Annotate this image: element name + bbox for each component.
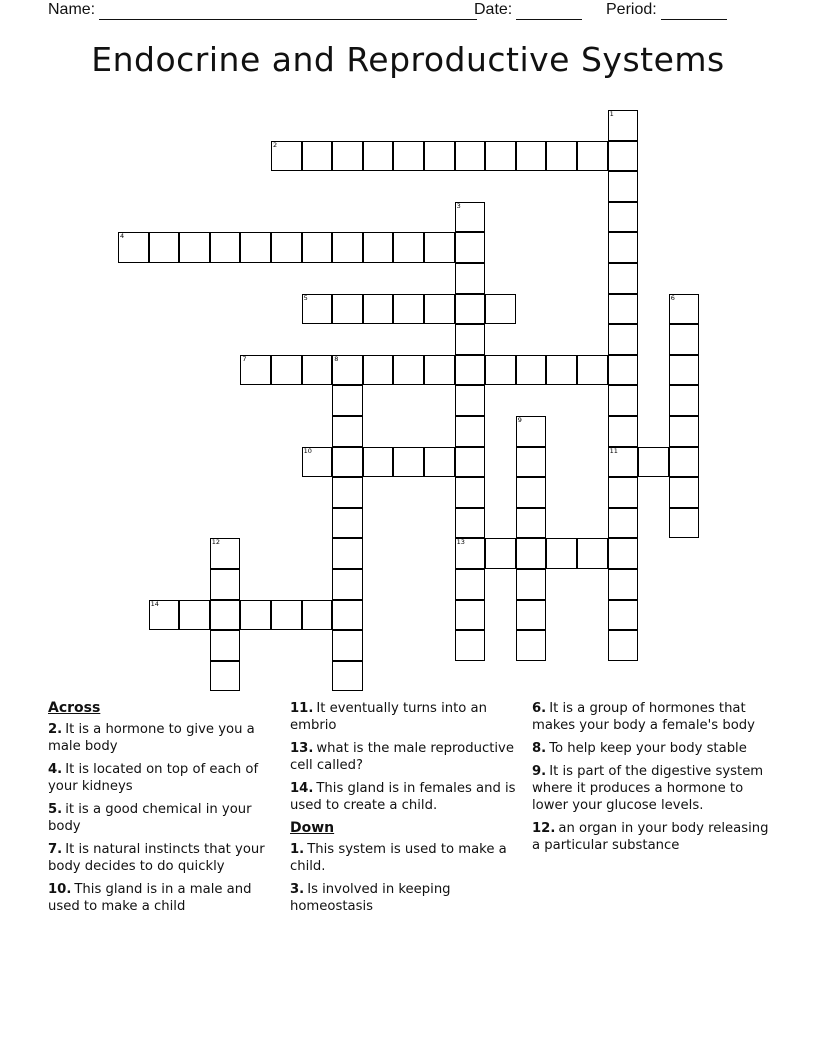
crossword-cell[interactable] [455, 416, 486, 447]
crossword-cell[interactable] [608, 324, 639, 355]
clue-item-number: 3. [290, 882, 305, 897]
clue-number: 12 [211, 538, 221, 547]
clue-item-text: It is located on top of each of your kidneys [48, 762, 259, 794]
clue-item-text: It is natural instincts that your body decides to do quickly [48, 842, 265, 874]
clue-number: 14 [150, 599, 159, 608]
crossword-cell[interactable] [302, 600, 333, 631]
crossword-cell[interactable] [363, 294, 394, 325]
crossword-cell[interactable] [608, 171, 639, 202]
crossword-cell[interactable] [240, 355, 271, 386]
crossword-cell[interactable] [669, 385, 700, 416]
crossword-cell[interactable] [669, 355, 700, 386]
crossword-cell[interactable] [424, 294, 455, 325]
crossword-cell[interactable] [485, 141, 516, 172]
crossword-cell[interactable] [455, 141, 486, 172]
crossword-cell[interactable] [210, 538, 241, 569]
clue-item [48, 761, 274, 795]
clue-item [290, 700, 516, 734]
crossword-cell[interactable] [363, 355, 394, 386]
crossword-cell[interactable] [669, 294, 700, 325]
crossword-cell[interactable] [332, 508, 363, 539]
clue-number: 11 [609, 446, 618, 455]
crossword-cell[interactable] [608, 202, 639, 233]
clue-item [290, 740, 516, 774]
clues-column-2 [290, 700, 516, 921]
name-label: Name: [48, 1, 96, 18]
crossword-cell[interactable] [669, 508, 700, 539]
crossword-cell[interactable] [302, 141, 333, 172]
crossword-cell[interactable] [271, 232, 302, 263]
crossword-cell[interactable] [455, 385, 486, 416]
clue-number: 5 [303, 293, 308, 302]
clue-item-text: This system is used to make a child. [290, 842, 507, 874]
clue-item-text: Is involved in keeping homeostasis [290, 882, 451, 914]
clue-item [290, 881, 516, 915]
across-clue-list-continued [290, 700, 516, 814]
across-heading: Across [48, 700, 101, 716]
crossword-cell[interactable] [455, 600, 486, 631]
down-clue-list-continued [532, 700, 772, 854]
crossword-cell[interactable] [455, 569, 486, 600]
crossword-cell[interactable] [608, 508, 639, 539]
crossword-cell[interactable] [485, 355, 516, 386]
crossword-cell[interactable] [271, 600, 302, 631]
clue-item-number: 11. [290, 701, 314, 716]
clue-item [532, 700, 772, 734]
crossword-cell[interactable] [669, 416, 700, 447]
clue-number: 6 [670, 293, 675, 302]
clue-item-number: 12. [532, 821, 556, 836]
crossword-cell[interactable] [118, 232, 149, 263]
crossword-cell[interactable] [516, 141, 547, 172]
clue-number: 10 [303, 446, 312, 455]
crossword-cell[interactable] [546, 538, 577, 569]
crossword-cell[interactable] [485, 538, 516, 569]
clue-number: 3 [456, 201, 461, 210]
clue-item-text: what is the male reproductive cell called? [290, 741, 514, 773]
crossword-cell[interactable] [608, 263, 639, 294]
clue-item-text: It is a group of hormones that makes your body a female's body [532, 701, 755, 733]
clue-item-number: 6. [532, 701, 547, 716]
crossword-cell[interactable] [577, 141, 608, 172]
clue-item-number: 13. [290, 741, 314, 756]
clue-number: 8 [334, 354, 339, 363]
crossword-cell[interactable] [149, 232, 180, 263]
crossword-cell[interactable] [332, 141, 363, 172]
crossword-cell[interactable] [363, 447, 394, 478]
clue-item-text: It is part of the digestive system where it produces a hormone to lower your glucose levels. [532, 764, 764, 813]
crossword-cell[interactable] [608, 355, 639, 386]
clue-item [48, 801, 274, 835]
crossword-cell[interactable] [332, 630, 363, 661]
crossword-cell[interactable] [393, 232, 424, 263]
crossword-cell[interactable] [455, 508, 486, 539]
crossword-cell[interactable] [516, 477, 547, 508]
crossword-cell[interactable] [516, 538, 547, 569]
clue-number: 4 [120, 232, 125, 241]
crossword-cell[interactable] [332, 600, 363, 631]
clue-item [532, 820, 772, 854]
crossword-cell[interactable] [332, 294, 363, 325]
clue-number: 7 [242, 354, 247, 363]
crossword-cell[interactable] [455, 477, 486, 508]
clue-item-text: It is a hormone to give you a male body [48, 722, 255, 754]
crossword-cell[interactable] [363, 232, 394, 263]
crossword-cell[interactable] [546, 141, 577, 172]
crossword-cell[interactable] [608, 569, 639, 600]
clue-item [532, 740, 772, 757]
clue-item-number: 8. [532, 741, 547, 756]
crossword-cell[interactable] [669, 477, 700, 508]
clue-item [48, 881, 274, 915]
crossword-cell[interactable] [608, 416, 639, 447]
clue-item-text: it is a good chemical in your body [48, 802, 252, 834]
crossword-cell[interactable] [669, 324, 700, 355]
crossword-cell[interactable] [424, 355, 455, 386]
clue-item-text: It eventually turns into an embrio [290, 701, 487, 733]
crossword-cell[interactable] [210, 630, 241, 661]
crossword-cell[interactable] [302, 294, 333, 325]
down-clue-list [290, 841, 516, 915]
crossword-cell[interactable] [638, 447, 669, 478]
crossword-cell[interactable] [210, 661, 241, 692]
across-clue-list [48, 721, 274, 915]
clue-item-number: 5. [48, 802, 63, 817]
clue-item-number: 7. [48, 842, 63, 857]
clue-item-text: an organ in your body releasing a particular substance [532, 821, 769, 853]
crossword-cell[interactable] [516, 600, 547, 631]
crossword-cell[interactable] [393, 141, 424, 172]
clue-number: 9 [517, 416, 522, 424]
crossword-cell[interactable] [240, 232, 271, 263]
crossword-cell[interactable] [608, 447, 639, 478]
crossword-cell[interactable] [455, 263, 486, 294]
crossword-cell[interactable] [485, 294, 516, 325]
clue-item [48, 841, 274, 875]
crossword-cell[interactable] [332, 569, 363, 600]
crossword-cell[interactable] [302, 447, 333, 478]
clue-item-number: 9. [532, 764, 547, 779]
crossword-cell[interactable] [455, 447, 486, 478]
page-title: Endocrine and Reproductive Systems [91, 40, 725, 79]
crossword-cell[interactable] [455, 232, 486, 263]
crossword-cell[interactable] [393, 355, 424, 386]
crossword-cell[interactable] [332, 477, 363, 508]
clue-item-number: 1. [290, 842, 305, 857]
crossword-cell[interactable] [332, 447, 363, 478]
crossword-cell[interactable] [424, 141, 455, 172]
crossword-cell[interactable] [455, 324, 486, 355]
crossword-cell[interactable] [393, 447, 424, 478]
crossword-cell[interactable] [516, 630, 547, 661]
clue-item [290, 841, 516, 875]
crossword-cell[interactable] [577, 538, 608, 569]
crossword-cell[interactable] [516, 416, 547, 447]
crossword-cell[interactable] [669, 447, 700, 478]
clue-item-text: This gland is in a male and used to make a child [48, 882, 252, 914]
crossword-cell[interactable] [210, 232, 241, 263]
crossword-cell[interactable] [302, 232, 333, 263]
crossword-cell[interactable] [332, 355, 363, 386]
crossword-cell[interactable] [608, 232, 639, 263]
date-label: Date: [474, 1, 513, 18]
crossword-cell[interactable] [210, 569, 241, 600]
crossword-cell[interactable] [608, 538, 639, 569]
clue-number: 2 [273, 140, 278, 149]
crossword-cell[interactable] [179, 600, 210, 631]
crossword-cell[interactable] [363, 141, 394, 172]
crossword-cell[interactable] [516, 569, 547, 600]
crossword-cell[interactable] [455, 294, 486, 325]
clue-item-text: This gland is in females and is used to create a child. [290, 781, 516, 813]
crossword-cell[interactable] [332, 416, 363, 447]
clues-column-1 [48, 700, 274, 921]
crossword-cell[interactable] [608, 141, 639, 172]
crossword-cell[interactable] [455, 202, 486, 233]
clue-item [290, 780, 516, 814]
crossword-cell[interactable] [302, 355, 333, 386]
clue-item-number: 14. [290, 781, 314, 796]
clue-number: 13 [456, 538, 465, 547]
crossword-cell[interactable] [424, 232, 455, 263]
clue-item [532, 763, 772, 814]
crossword-cell[interactable] [149, 600, 180, 631]
crossword-cell[interactable] [608, 477, 639, 508]
crossword-cell[interactable] [608, 294, 639, 325]
crossword-cell[interactable] [455, 538, 486, 569]
clue-number: 1 [609, 110, 614, 118]
crossword-cell[interactable] [240, 600, 271, 631]
crossword-cell[interactable] [455, 630, 486, 661]
crossword-cell[interactable] [455, 355, 486, 386]
crossword-cell[interactable] [608, 600, 639, 631]
crossword-cell[interactable] [608, 630, 639, 661]
clues-column-3 [532, 700, 772, 860]
crossword-cell[interactable] [546, 355, 577, 386]
crossword-cell[interactable] [332, 385, 363, 416]
clue-item-number: 2. [48, 722, 63, 737]
period-label: Period: [606, 1, 657, 18]
crossword-cell[interactable] [393, 294, 424, 325]
crossword-cell[interactable] [332, 232, 363, 263]
crossword-cell[interactable] [271, 141, 302, 172]
clue-item-text: To help keep your body stable [549, 741, 747, 756]
down-heading: Down [290, 820, 335, 836]
crossword-cell[interactable] [332, 661, 363, 692]
crossword-cell[interactable] [516, 508, 547, 539]
crossword-cell[interactable] [608, 110, 639, 141]
crossword-cell[interactable] [516, 355, 547, 386]
clue-item [48, 721, 274, 755]
clue-item-number: 4. [48, 762, 63, 777]
crossword-cell[interactable] [332, 538, 363, 569]
clue-item-number: 10. [48, 882, 72, 897]
crossword-cell[interactable] [516, 447, 547, 478]
crossword-cell[interactable] [577, 355, 608, 386]
crossword-cell[interactable] [179, 232, 210, 263]
crossword-cell[interactable] [424, 447, 455, 478]
crossword-cell[interactable] [210, 600, 241, 631]
crossword-cell[interactable] [608, 385, 639, 416]
crossword-cell[interactable] [271, 355, 302, 386]
